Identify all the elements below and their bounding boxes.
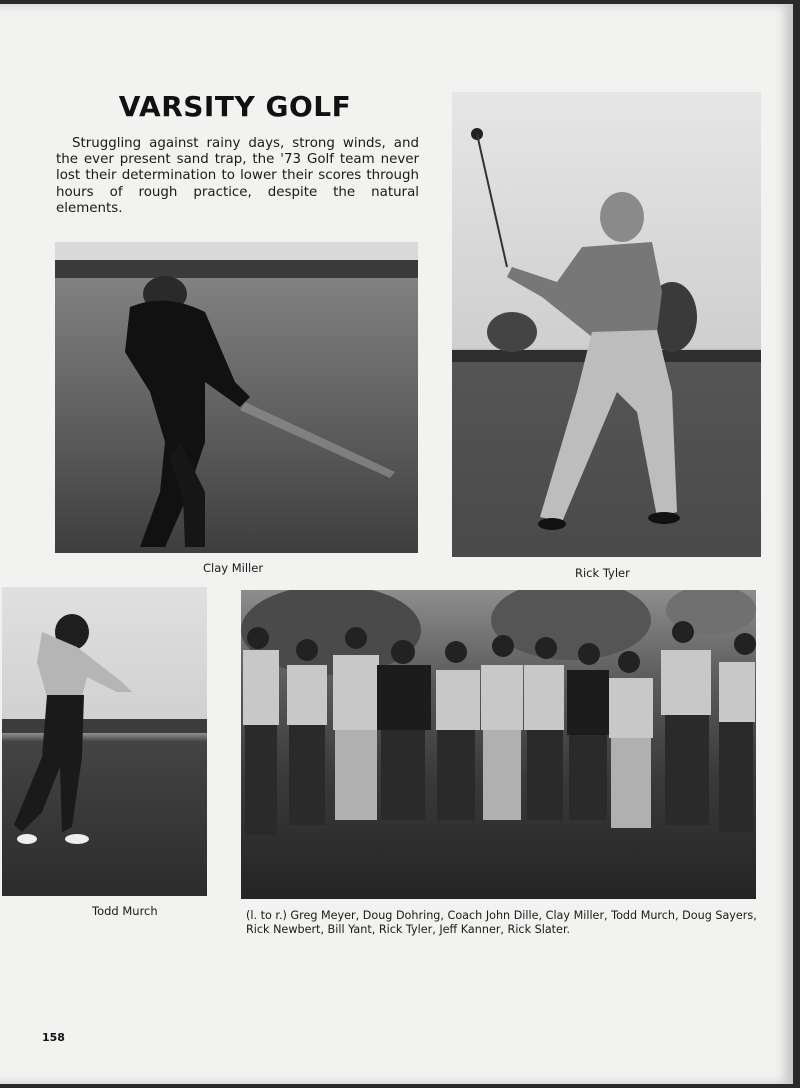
page-number: 158 <box>42 1031 65 1044</box>
photo-clay-miller <box>55 242 418 553</box>
page-title: VARSITY GOLF <box>118 90 352 123</box>
caption-rick-tyler: Rick Tyler <box>575 566 630 580</box>
yearbook-page <box>0 4 793 1084</box>
caption-team: (l. to r.) Greg Meyer, Doug Dohring, Coach John Dille, Clay Miller, Todd Murch, Doug Sayers, Rick Newbert, Bill Yant, Rick Tyler, Jeff Kanner, Rick Slater. <box>246 909 757 936</box>
photo-rick-tyler <box>452 92 761 557</box>
photo-team <box>241 590 756 899</box>
caption-clay-miller: Clay Miller <box>203 561 264 575</box>
photo-todd-murch <box>2 587 207 896</box>
caption-todd-murch: Todd Murch <box>92 904 158 918</box>
intro-paragraph: Struggling against rainy days, strong winds, and the ever present sand trap, the '73 Golf team never lost their determination to lower their scores through hours of rough practice, despite the natural elements. <box>56 136 419 216</box>
